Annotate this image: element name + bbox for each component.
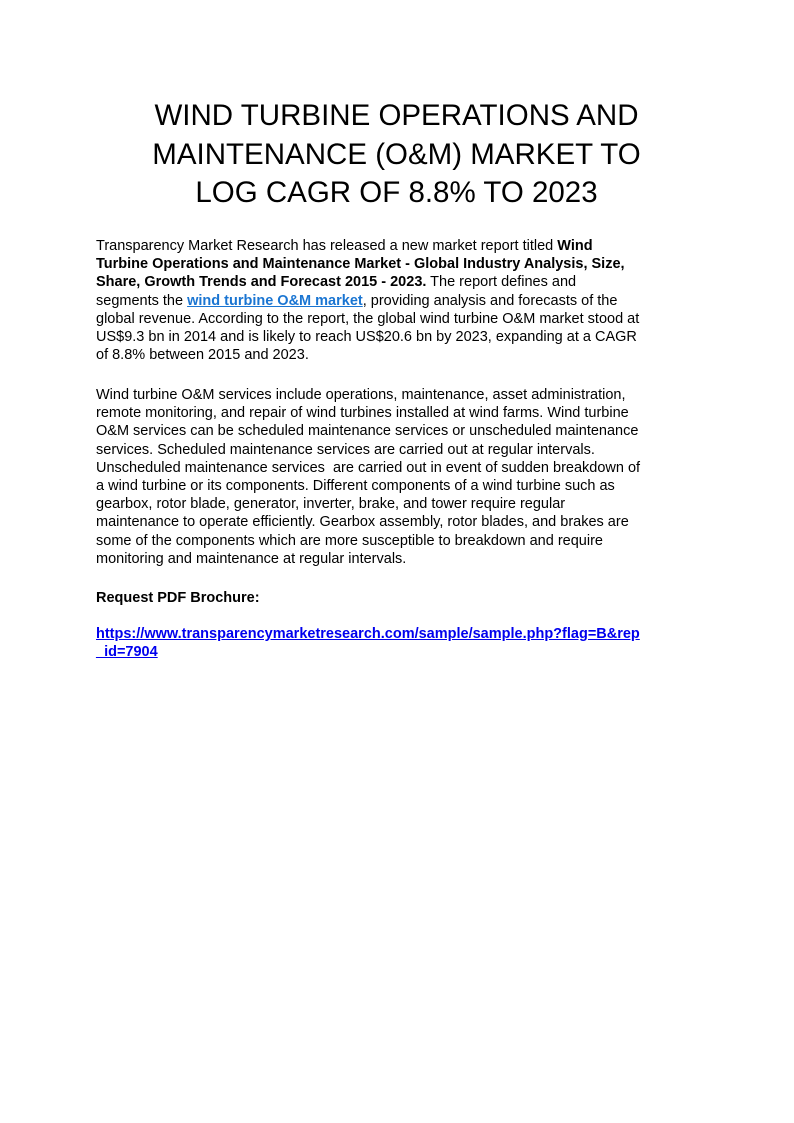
brochure-url-line-2: _id=7904 <box>96 644 158 661</box>
title-line-1: WIND TURBINE OPERATIONS AND <box>154 99 639 132</box>
title-line-3: LOG CAGR OF 8.8% TO 2023 <box>195 176 598 209</box>
intro-text-3: The report defines and <box>426 274 577 291</box>
intro-line-1 <box>96 237 706 255</box>
brochure-heading: Request PDF Brochure: <box>96 590 260 606</box>
services-line-9: some of the components which are more susceptible to breakdown and require <box>96 532 603 549</box>
services-line-5: Unscheduled maintenance services are carried out in event of sudden breakdown of <box>96 459 641 476</box>
report-title-part-3: Share, Growth Trends and Forecast 2015 - 2023. <box>96 274 427 291</box>
services-line-10: monitoring and maintenance at regular intervals. <box>96 550 407 567</box>
intro-text-4a: segments the <box>96 292 188 309</box>
services-line-4: services. Scheduled maintenance services are carried out at regular intervals. <box>96 441 595 458</box>
intro-text-1: Transparency Market Research has released a new market report titled <box>96 238 558 254</box>
intro-paragraph <box>96 237 706 364</box>
intro-line-4 <box>96 292 706 310</box>
intro-line-6: US$9.3 bn in 2014 and is likely to reach US$20.6 bn by 2023, expanding at a CAGR <box>96 329 637 346</box>
intro-line-7: of 8.8% between 2015 and 2023. <box>96 347 309 364</box>
brochure-url-block <box>96 625 706 661</box>
brochure-url-line-1: https://www.transparencymarketresearch.com/sample/sample.php?flag=B&rep <box>96 626 640 642</box>
services-line-6: a wind turbine or its components. Different components of a wind turbine such as <box>96 478 615 495</box>
services-line-3: O&M services can be scheduled maintenance services or unscheduled maintenance <box>96 423 639 440</box>
page-title <box>96 97 697 213</box>
services-paragraph <box>96 386 706 568</box>
services-line-8: maintenance to operate efficiently. Gearbox assembly, rotor blades, and brakes are <box>96 514 629 531</box>
market-keyword-link[interactable]: wind turbine O&M market <box>187 292 363 309</box>
title-line-2: MAINTENANCE (O&M) MARKET TO <box>152 137 641 171</box>
services-line-1: Wind turbine O&M services include operations, maintenance, asset administration, <box>96 387 626 403</box>
report-title-part-1: Wind <box>557 238 593 254</box>
services-line-7: gearbox, rotor blade, generator, inverter, brake, and tower require regular <box>96 496 566 513</box>
intro-line-3 <box>96 273 706 291</box>
report-title-part-2: Turbine Operations and Maintenance Market - Global Industry Analysis, Size, <box>96 256 625 273</box>
brochure-link[interactable] <box>96 625 706 661</box>
services-line-2: remote monitoring, and repair of wind turbines installed at wind farms. Wind turbine <box>96 405 629 422</box>
intro-line-5: global revenue. According to the report, the global wind turbine O&M market stood at <box>96 310 640 327</box>
intro-text-4b: , providing analysis and forecasts of the <box>362 292 618 309</box>
